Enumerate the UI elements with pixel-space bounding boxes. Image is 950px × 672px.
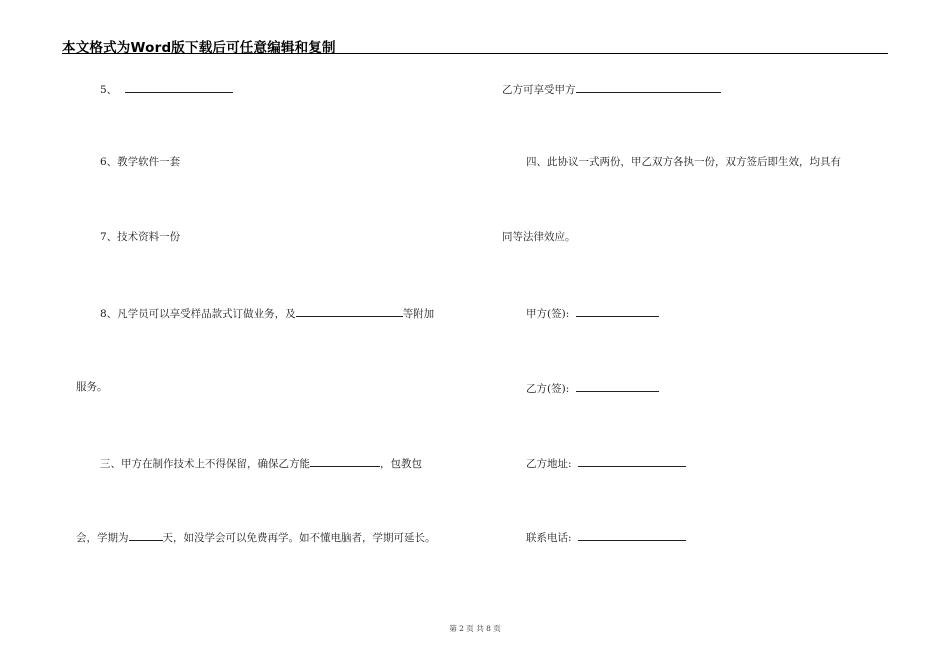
blank-field [578,529,686,541]
item-8-text-before: 8、凡学员可以享受样品款式订做业务，及 [100,308,296,320]
blank-field [125,81,233,93]
contact-phone [526,529,686,545]
blank-field [576,380,659,392]
party-a-signature-label: 甲方(签): [526,308,570,320]
party-b-address [526,455,686,471]
clause-3-text-before: 三、甲方在制作技术上不得保留，确保乙方能 [100,458,310,470]
item-5-label: 5、 [100,84,118,96]
party-b-signature [526,380,659,396]
page-header [62,36,888,54]
item-7: 7、技术资料一份 [100,231,181,243]
clause-3 [100,455,422,471]
page-footer: 第 2 页 共 8 页 [449,624,501,633]
item-5 [100,81,233,97]
item-8-continued: 服务。 [76,381,108,393]
item-8 [100,305,434,321]
blank-field [310,455,380,467]
item-8-text-after: 等附加 [402,308,435,320]
party-b-signature-label: 乙方(签): [526,383,570,395]
party-b-enjoy-label: 乙方可享受甲方 [502,84,576,96]
party-b-enjoy [502,81,721,97]
header-title: 本文格式为Word版下载后可任意编辑和复制 [62,40,336,56]
clause-3-cont-before: 会，学期为 [76,532,129,544]
clause-4-continued: 同等法律效应。 [502,231,576,243]
clause-3-cont-after: 天，如没学会可以免费再学。如不懂电脑者，学期可延长。 [162,532,436,544]
party-b-address-label: 乙方地址: [526,458,572,470]
item-6: 6、教学软件一套 [100,156,181,168]
clause-4: 四、此协议一式两份，甲乙双方各执一份，双方签后即生效，均具有 [526,156,841,168]
blank-field [576,305,659,317]
party-a-signature [526,305,659,321]
clause-3-text-after: ，包教包 [380,458,422,470]
blank-field [129,529,163,541]
clause-3-continued [76,529,436,545]
blank-field [578,455,686,467]
blank-field [296,305,403,317]
blank-field [576,81,721,93]
contact-phone-label: 联系电话: [526,532,572,544]
